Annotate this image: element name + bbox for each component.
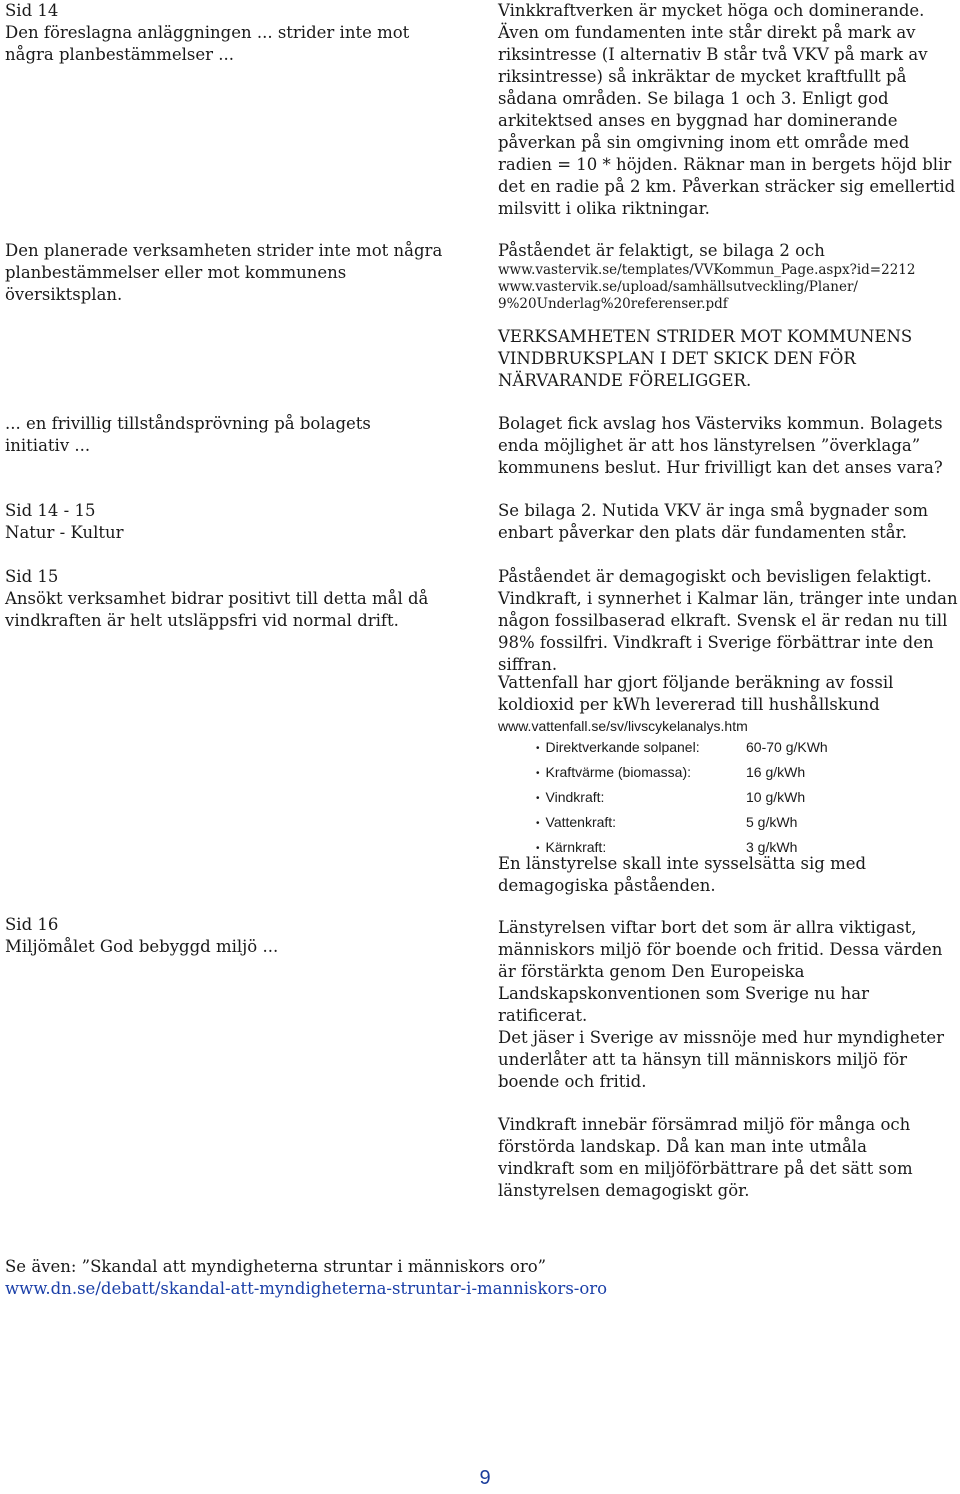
demagogiskt-text: Påståendet är demagogiskt och bevisligen felaktigt. Vindkraft, i synnerhet i Kalmar län, tränger inte undan någon fossilbaserad elkraft. Svensk el är redan nu till 98% fossilfri. Vindkraft i Sverige förbättrar inte den siffran. xyxy=(498,567,958,674)
natur-kultur-heading: Natur - Kultur xyxy=(5,523,124,542)
emission-value: 5 g/kWh xyxy=(746,814,798,830)
page-number: 9 xyxy=(479,1467,491,1489)
emission-value: 16 g/kWh xyxy=(746,764,806,780)
vattenfall-text: Vattenfall har gjort följande beräkning av fossil koldioxid per kWh levererad till hushållskund xyxy=(498,673,894,714)
lanstyrelse-block xyxy=(498,853,878,897)
lanstyrelse-text: En länstyrelse skall inte sysselsätta sig med demagogiska påståenden. xyxy=(498,854,867,895)
sid14-15-block xyxy=(5,500,467,544)
vattenfall-url[interactable]: www.vattenfall.se/sv/livscykelanalys.htm xyxy=(498,718,748,734)
emission-source: • Vindkraft: xyxy=(536,786,746,811)
jaser-text: Det jäser i Sverige av missnöje med hur myndigheter underlåter att ta hänsyn till människors miljö för boende och fritid. xyxy=(498,1028,945,1091)
bilaga2-text: Se bilaga 2. Nutida VKV är inga små bygnader som enbart påverkar den plats där fundamenten står. xyxy=(498,501,929,542)
sid14-quote: Den föreslagna anläggningen ... strider inte mot några planbestämmelser ... xyxy=(5,23,410,64)
sid16-heading: Sid 16 xyxy=(5,915,59,934)
sid14-heading: Sid 14 xyxy=(5,1,59,20)
viftar-text: Länstyrelsen viftar bort det som är allra viktigast, människors miljö för boende och fritid. Dessa värden är förstärkta genom Den Europeiska Landskapskonventionen som Sverige nu har ratificerat. xyxy=(498,918,943,1025)
sid14-block xyxy=(5,0,467,66)
reference-url-1[interactable]: www.vastervik.se/templates/VVKommun_Page.aspx?id=2212 xyxy=(498,262,916,278)
viftar-block xyxy=(498,917,953,1027)
emission-value: 10 g/kWh xyxy=(746,789,806,805)
frivillig-text: ... en frivillig tillståndsprövning på bolagets initiativ ... xyxy=(5,414,371,455)
emissions-row xyxy=(536,736,828,761)
see-also-block xyxy=(5,1256,905,1300)
frivillig-block xyxy=(5,413,385,457)
avslag-text: Bolaget fick avslag hos Västerviks kommun. Bolagets enda möjlighet är att hos länstyrelsen ”överklaga” kommunens beslut. Hur frivilligt kan det anses vara? xyxy=(498,414,943,477)
jaser-block xyxy=(498,1027,960,1093)
emission-source: • Kärnkraft: xyxy=(536,836,746,861)
felaktigt-text: Påståendet är felaktigt, se bilaga 2 och xyxy=(498,241,825,260)
sid16-text: Miljömålet God bebyggd miljö ... xyxy=(5,937,279,956)
emissions-row xyxy=(536,761,828,786)
vindbruksplan-block xyxy=(498,326,938,392)
emission-value: 3 g/kWh xyxy=(746,839,798,855)
emission-source: • Vattenkraft: xyxy=(536,811,746,836)
sid14-15-heading: Sid 14 - 15 xyxy=(5,501,96,520)
avslag-block xyxy=(498,413,953,479)
dn-article-link[interactable]: www.dn.se/debatt/skandal-att-myndigheterna-struntar-i-manniskors-oro xyxy=(5,1279,608,1298)
reference-url-2[interactable]: www.vastervik.se/upload/samhällsutveckling/Planer/ 9%20Underlag%20referenser.pdf xyxy=(498,279,858,312)
vindbruksplan-caps-text: VERKSAMHETEN STRIDER MOT KOMMUNENS VINDBRUKSPLAN I DET SKICK DEN FÖR NÄRVARANDE FÖRELIGGER. xyxy=(498,327,913,390)
planbestammelser-text: Den planerade verksamheten strider inte mot några planbestämmelser eller mot kommunens översiktsplan. xyxy=(5,241,443,304)
demagogiskt-block xyxy=(498,566,960,676)
forsamrad-block xyxy=(498,1114,918,1202)
emissions-row xyxy=(536,786,828,811)
emission-source: • Direktverkande solpanel: xyxy=(536,736,746,761)
emissions-row xyxy=(536,811,828,836)
emission-source: • Kraftvärme (biomassa): xyxy=(536,761,746,786)
vkv-text: Vinkkraftverken är mycket höga och dominerande. Även om fundamenten inte står direkt på mark av riksintresse (I alternativ B står två VKV på mark av riksintresse) så inkräktar de mycket kraftfullt på sådana områden. Se bilaga 1 och 3. Enligt god arkitektsed anses en byggnad har dominerande påverkan på sin omgivning inom ett område med radien = 10 * höjden. Räknar man in bergets höjd blir det en radie på 2 km. Påverkan sträcker sig emellertid milsvitt i olika riktningar. xyxy=(498,1,956,218)
sid15-text: Ansökt verksamhet bidrar positivt till detta mål då vindkraften är helt utsläppsfri vid normal drift. xyxy=(5,589,429,630)
emissions-table xyxy=(536,736,828,861)
bilaga2-block xyxy=(498,500,953,544)
planbestammelser-block xyxy=(5,240,463,306)
sid15-block xyxy=(5,566,465,632)
sid15-heading: Sid 15 xyxy=(5,567,59,586)
felaktigt-block xyxy=(498,240,958,313)
emission-value: 60-70 g/KWh xyxy=(746,739,828,755)
see-also-text: Se även: ”Skandal att myndigheterna struntar i människors oro” xyxy=(5,1257,547,1276)
forsamrad-text: Vindkraft innebär försämrad miljö för många och förstörda landskap. Då kan man inte utmåla vindkraft som en miljöförbättrare på det sätt som länstyrelsen demagogiskt gör. xyxy=(498,1115,913,1200)
vattenfall-block xyxy=(498,672,958,861)
sid16-block xyxy=(5,914,467,958)
vkv-block xyxy=(498,0,958,220)
